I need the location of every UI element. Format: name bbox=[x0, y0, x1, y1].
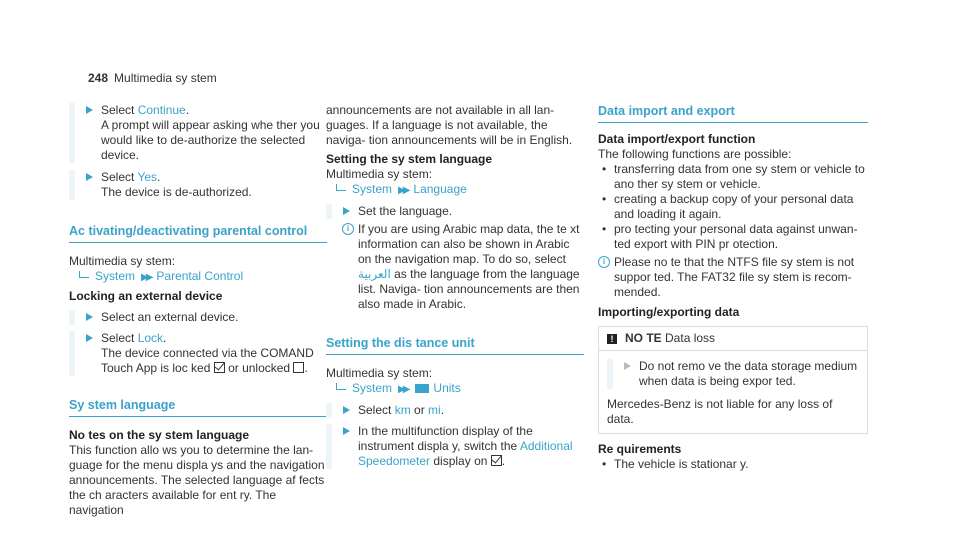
step-arrow-icon bbox=[86, 173, 93, 181]
path-arrow-icon bbox=[79, 271, 89, 278]
menu-path-language bbox=[326, 182, 584, 198]
double-chevron-icon: ▶▶ bbox=[141, 272, 151, 283]
step-arrow-icon bbox=[86, 334, 93, 342]
section-heading-system-language: Sy stem language bbox=[69, 398, 327, 417]
step-select-yes: Select Yes. The device is de-authorized. bbox=[69, 170, 327, 200]
note-box bbox=[598, 326, 868, 434]
list-item: • The vehicle is stationar y. bbox=[598, 457, 868, 472]
path-arrow-icon bbox=[336, 383, 346, 390]
column-2 bbox=[326, 100, 584, 469]
note-header bbox=[599, 327, 867, 351]
step-select-continue: Select Continue. A prompt will appear asking whe ther you would like to de-authorize the selected device. bbox=[69, 103, 327, 163]
path-system: System bbox=[352, 381, 393, 395]
step-arrow-icon bbox=[343, 406, 350, 414]
checkbox-checked-icon bbox=[491, 455, 502, 466]
path-language: Language bbox=[413, 182, 467, 196]
step-select-lock: Select Lock. The device connected via the COMAND Touch App is loc ked or unlocked . bbox=[69, 331, 327, 376]
step-select-unit: Select km or mi. bbox=[326, 403, 584, 418]
additional-speedometer-option: Additional Speedometer bbox=[358, 439, 573, 468]
checkbox-checked-icon bbox=[214, 362, 225, 373]
step-arrow-icon bbox=[86, 313, 93, 321]
intro-text: The following functions are possible: bbox=[598, 147, 792, 161]
subheading-import-export-function: Data import/export function bbox=[598, 132, 756, 146]
continue-option: Continue bbox=[137, 103, 186, 117]
page-header bbox=[88, 71, 217, 86]
step-switch-speedometer: In the multifunction display of the instrument displa y, switch the Additional Speedometer display on . bbox=[326, 424, 584, 469]
arabic-option: العربية bbox=[358, 267, 391, 281]
info-icon: i bbox=[598, 256, 610, 268]
list-item: • creating a backup copy of your personal data and loading it again. bbox=[598, 192, 868, 222]
double-chevron-icon: ▶▶ bbox=[398, 185, 408, 196]
mi-option: mi bbox=[428, 403, 441, 417]
units-icon bbox=[415, 384, 429, 393]
path-system: System bbox=[352, 182, 393, 196]
list-item: • transferring data from one sy stem or vehicle to ano ther sy stem or vehicle. bbox=[598, 162, 868, 192]
info-icon: i bbox=[342, 223, 354, 235]
page-number: 248 bbox=[88, 71, 109, 85]
path-system: System bbox=[95, 269, 136, 283]
km-option: km bbox=[394, 403, 411, 417]
menu-path bbox=[69, 269, 327, 285]
page-title: Multimedia sy stem bbox=[114, 71, 217, 85]
section-heading-data-import-export: Data import and export bbox=[598, 104, 868, 123]
list-item: • pro tecting your personal data against unwan- ted export with PIN pr otection. bbox=[598, 222, 868, 252]
menu-label: Multimedia sy stem: bbox=[326, 167, 433, 181]
column-3 bbox=[598, 100, 868, 472]
subheading-importing-exporting: Importing/exporting data bbox=[598, 305, 740, 319]
note-title: Data loss bbox=[665, 331, 716, 345]
menu-path-units bbox=[326, 381, 584, 397]
warning-icon: ! bbox=[607, 334, 617, 344]
section-heading-parental-control: Ac tivating/deactivating parental control bbox=[69, 224, 327, 243]
step-select-device: Select an external device. bbox=[69, 310, 327, 325]
column-1 bbox=[69, 100, 327, 518]
step-body: A prompt will appear asking whe ther you would like to de-authorize the selected device. bbox=[101, 118, 320, 162]
subheading-requirements: Re quirements bbox=[598, 442, 682, 456]
step-arrow-icon bbox=[343, 427, 350, 435]
step-body: The device is de-authorized. bbox=[101, 185, 252, 199]
yes-option: Yes bbox=[137, 170, 158, 184]
path-units: Units bbox=[433, 381, 461, 395]
subheading-notes-language: No tes on the sy stem language bbox=[69, 428, 250, 442]
note-step: Do not remo ve the data storage medium when data is being expor ted. bbox=[607, 359, 859, 389]
step-arrow-icon bbox=[343, 207, 350, 215]
checkbox-unchecked-icon bbox=[293, 362, 304, 373]
continued-text: announcements are not available in all lan- guages. If a language is not available, the naviga- tion announcements will be in English. bbox=[326, 103, 573, 147]
double-chevron-icon: ▶▶ bbox=[398, 384, 408, 395]
subheading-locking: Locking an external device bbox=[69, 289, 223, 303]
menu-label: Multimedia sy stem: bbox=[69, 254, 176, 268]
info-ntfs: i Please no te that the NTFS file sy stem is not suppor ted. The FAT32 file sy stem is recom- mended. bbox=[598, 255, 868, 300]
step-set-language: Set the language. bbox=[326, 204, 584, 219]
path-arrow-icon bbox=[336, 184, 346, 191]
notes-body: This function allo ws you to determine the lan- guage for the menu displa ys and the navigation announcements. The selected language af fects the ch aracters available for ent ry. The navigation bbox=[69, 443, 325, 517]
note-body: Mercedes-Benz is not liable for any loss of data. bbox=[607, 397, 833, 426]
path-parental-control: Parental Control bbox=[156, 269, 244, 283]
subheading-setting-language: Setting the sy stem language bbox=[326, 152, 493, 166]
step-arrow-icon bbox=[86, 106, 93, 114]
lock-option: Lock bbox=[137, 331, 164, 345]
section-heading-distance-unit: Setting the dis tance unit bbox=[326, 336, 584, 355]
menu-label: Multimedia sy stem: bbox=[326, 366, 433, 380]
info-arabic: i If you are using Arabic map data, the te xt information can also be shown in Arabic on the navigation map. To do so, select العربية as the language from the language list. Naviga- tion announcements are then also made in Arabic. bbox=[326, 222, 584, 312]
step-arrow-icon bbox=[624, 362, 631, 370]
note-label: NO TE bbox=[625, 331, 662, 345]
